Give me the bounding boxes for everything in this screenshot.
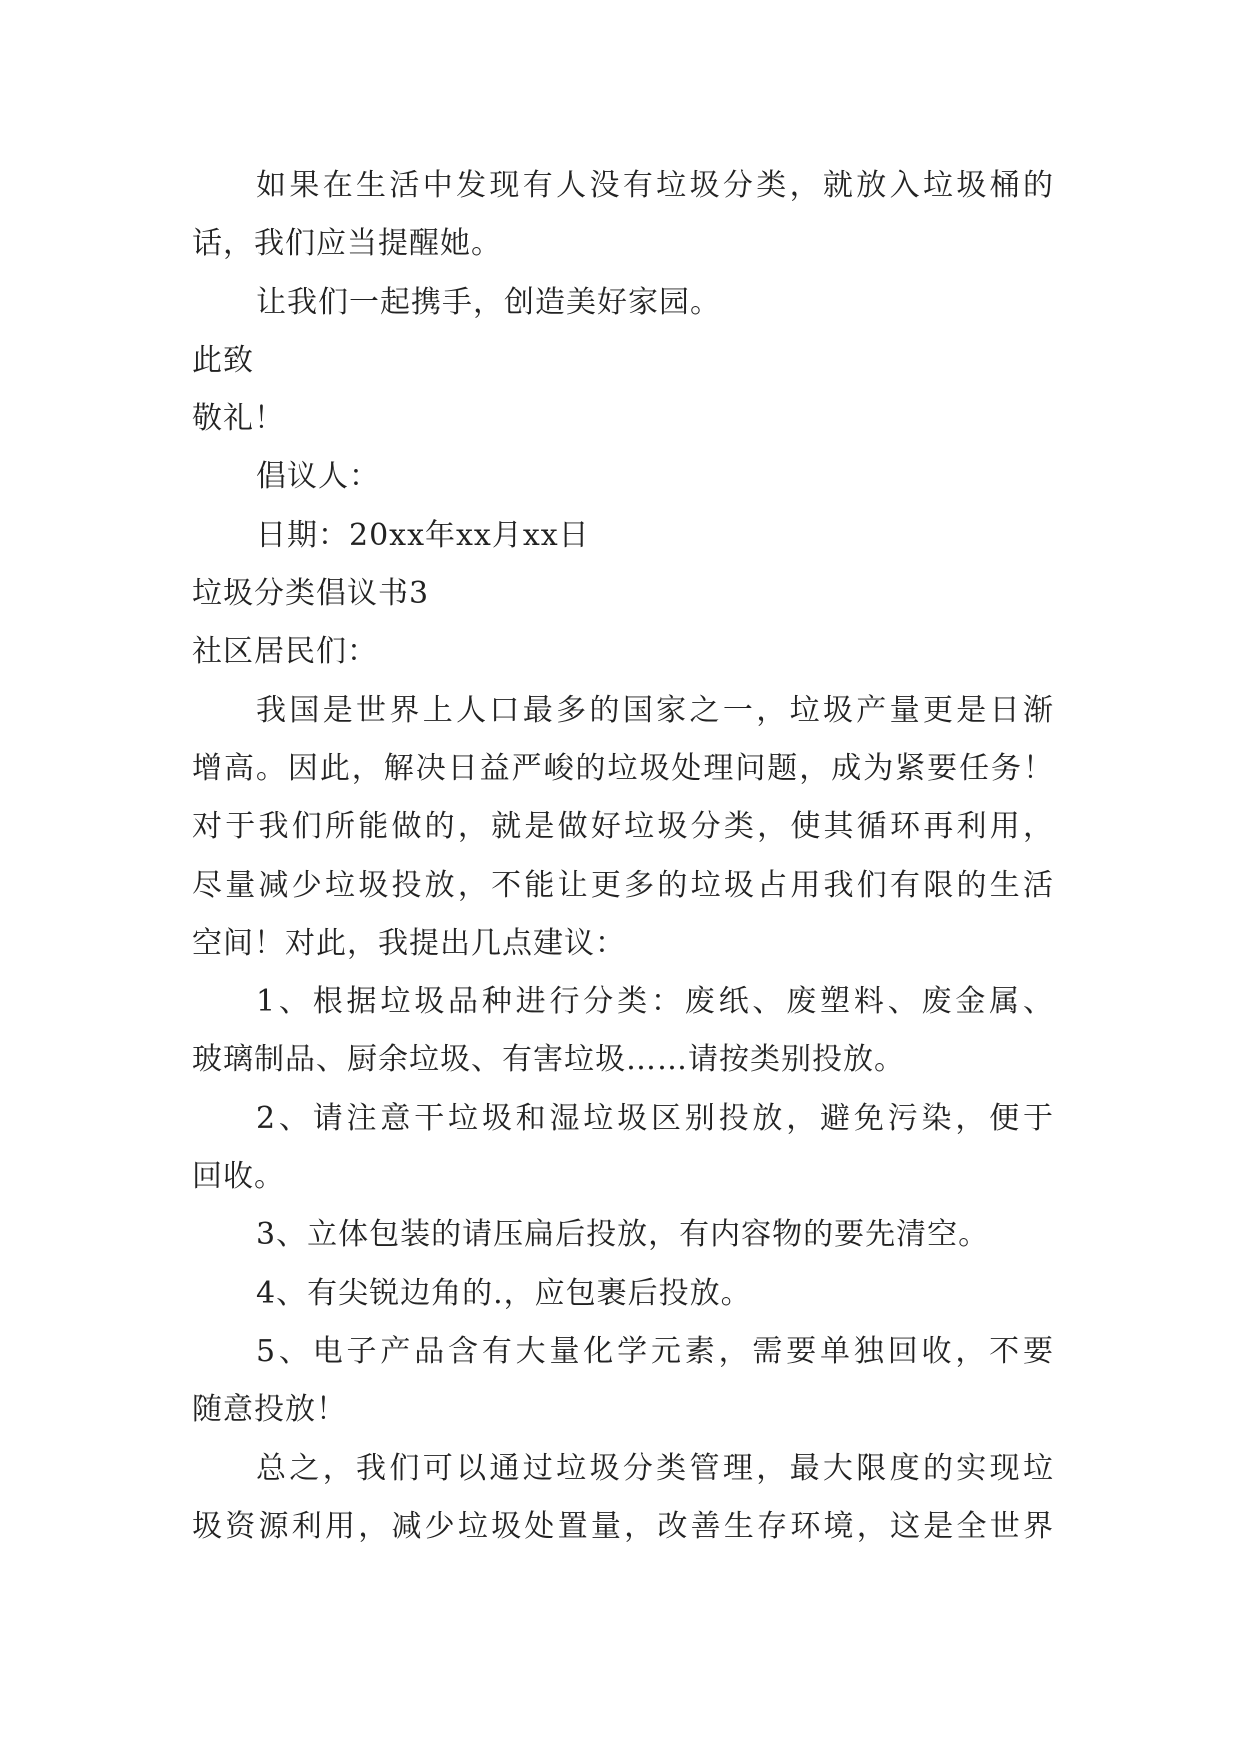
list-item-line: 2、请注意干垃圾和湿垃圾区别投放，避免污染，便于 (256, 1100, 1054, 1136)
list-item-line: 3、立体包装的请压扁后投放，有内容物的要先清空。 (256, 1217, 990, 1253)
paragraph-line: 尽量减少垃圾投放，不能让更多的垃圾占用我们有限的生活 (192, 867, 1054, 903)
date-line: 日期：20xx年xx月xx日 (256, 517, 590, 553)
list-item-line: 1、根据垃圾品种进行分类：废纸、废塑料、废金属、 (256, 984, 1054, 1020)
closing-salutation: 此致 (192, 342, 254, 378)
paragraph-line: 增高。因此，解决日益严峻的垃圾处理问题，成为紧要任务！ (192, 750, 1054, 786)
paragraph-line: 如果在生活中发现有人没有垃圾分类，就放入垃圾桶的 (256, 168, 1054, 203)
signer-label: 倡议人： (256, 459, 380, 495)
paragraph-line: 空间！对此，我提出几点建议： (192, 925, 626, 961)
closing-regards: 敬礼！ (192, 401, 285, 437)
paragraph-line: 总之，我们可以通过垃圾分类管理，最大限度的实现垃 (256, 1450, 1054, 1486)
paragraph-line: 话，我们应当提醒她。 (192, 226, 502, 262)
paragraph-line: 让我们一起携手，创造美好家园。 (256, 284, 721, 320)
list-item-line: 玻璃制品、厨余垃圾、有害垃圾……请按类别投放。 (192, 1042, 905, 1078)
section-title: 垃圾分类倡议书3 (192, 576, 430, 612)
list-item-line: 5、电子产品含有大量化学元素，需要单独回收，不要 (256, 1333, 1054, 1369)
list-item-line: 4、有尖锐边角的.，应包裹后投放。 (256, 1275, 752, 1311)
paragraph-line: 我国是世界上人口最多的国家之一，垃圾产量更是日渐 (256, 692, 1054, 728)
list-item-line: 随意投放！ (192, 1392, 347, 1428)
document-body (192, 157, 1054, 1556)
paragraph-line: 圾资源利用，减少垃圾处置量，改善生存环境，这是全世界 (192, 1508, 1054, 1544)
list-item-line: 回收。 (192, 1159, 285, 1195)
paragraph-line: 对于我们所能做的，就是做好垃圾分类，使其循环再利用， (192, 809, 1054, 845)
greeting: 社区居民们： (192, 634, 378, 670)
